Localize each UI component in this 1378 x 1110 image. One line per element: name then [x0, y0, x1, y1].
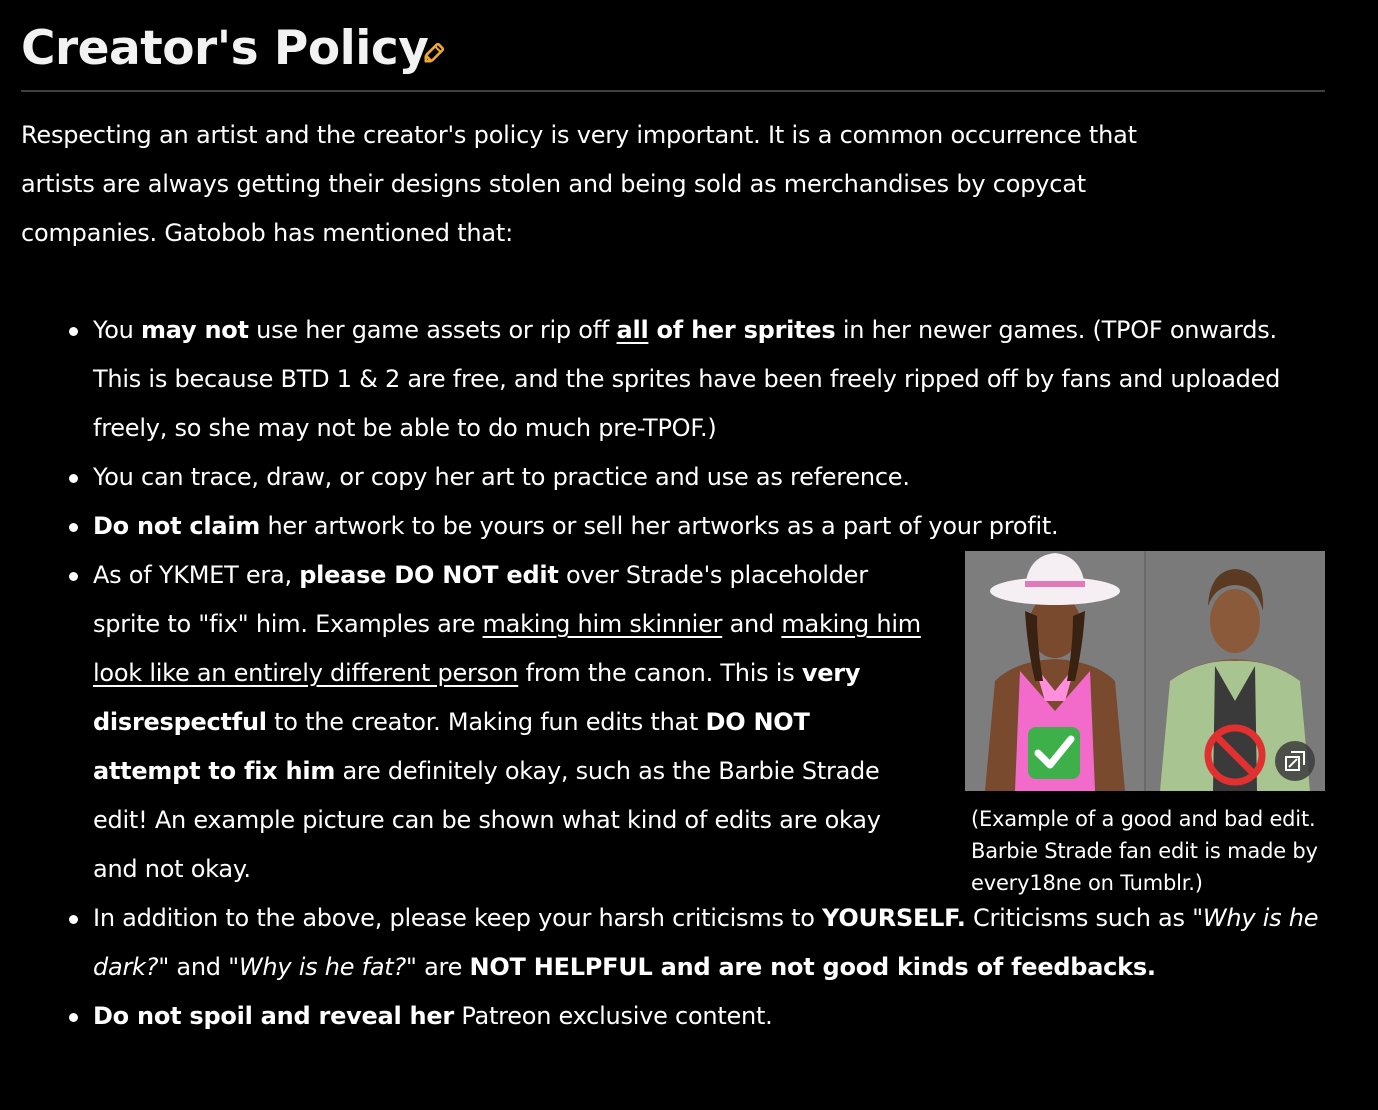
- rule-item: Do not claim her artwork to be yours or sell her artworks as a part of your profit.: [21, 502, 1325, 551]
- edit-comparison-illustration: [965, 551, 1325, 791]
- figure-caption: (Example of a good and bad edit. Barbie Strade fan edit is made by every18ne on Tumblr.): [971, 807, 1318, 895]
- rule-item: As of YKMET era, please DO NOT edit over Strade's placeholder sprite to "fix" him. Examples are making him skinnier and making him look like an entirely different person from the canon. This is very disrespectful to the creator. Making fun edits that DO NOT attempt to fix him are definitely okay, such as the Barbie Strade edit! An example picture can be shown what kind of edits are okay and not okay.: [21, 551, 1325, 894]
- link-different-person[interactable]: making him look like an entirely different person: [93, 610, 921, 687]
- rule-item: You may not use her game assets or rip off all of her sprites in her newer games. (TPOF onwards. This is because BTD 1 & 2 are free, and the sprites have been freely ripped off by fans and uploaded freely, so she may not be able to do much pre-TPOF.): [21, 306, 1325, 453]
- intro-line: artists are always getting their designs stolen and being sold as merchandises by copycat: [21, 170, 1087, 198]
- heading-row: [21, 0, 1325, 92]
- example-figure: [965, 551, 1325, 899]
- rule-item: Do not spoil and reveal her Patreon exclusive content.: [21, 992, 1325, 1041]
- intro-line: Respecting an artist and the creator's policy is very important. It is a common occurrence that: [21, 121, 1137, 149]
- page-title: Creator's Policy: [21, 21, 429, 76]
- expand-icon[interactable]: [1275, 741, 1315, 781]
- intro-line: companies. Gatobob has mentioned that:: [21, 219, 514, 247]
- policy-section: [21, 0, 1325, 1030]
- rule-item: In addition to the above, please keep your harsh criticisms to YOURSELF. Criticisms such as "Why is he dark?" and "Why is he fat?" are NOT HELPFUL and are not good kinds of feedbacks.: [21, 894, 1325, 992]
- rule-item: You can trace, draw, or copy her art to practice and use as reference.: [21, 453, 1325, 502]
- pencil-icon[interactable]: [421, 38, 449, 66]
- link-skinnier[interactable]: making him skinnier: [482, 610, 723, 638]
- example-image[interactable]: [965, 551, 1325, 791]
- intro-paragraph: [21, 92, 1325, 258]
